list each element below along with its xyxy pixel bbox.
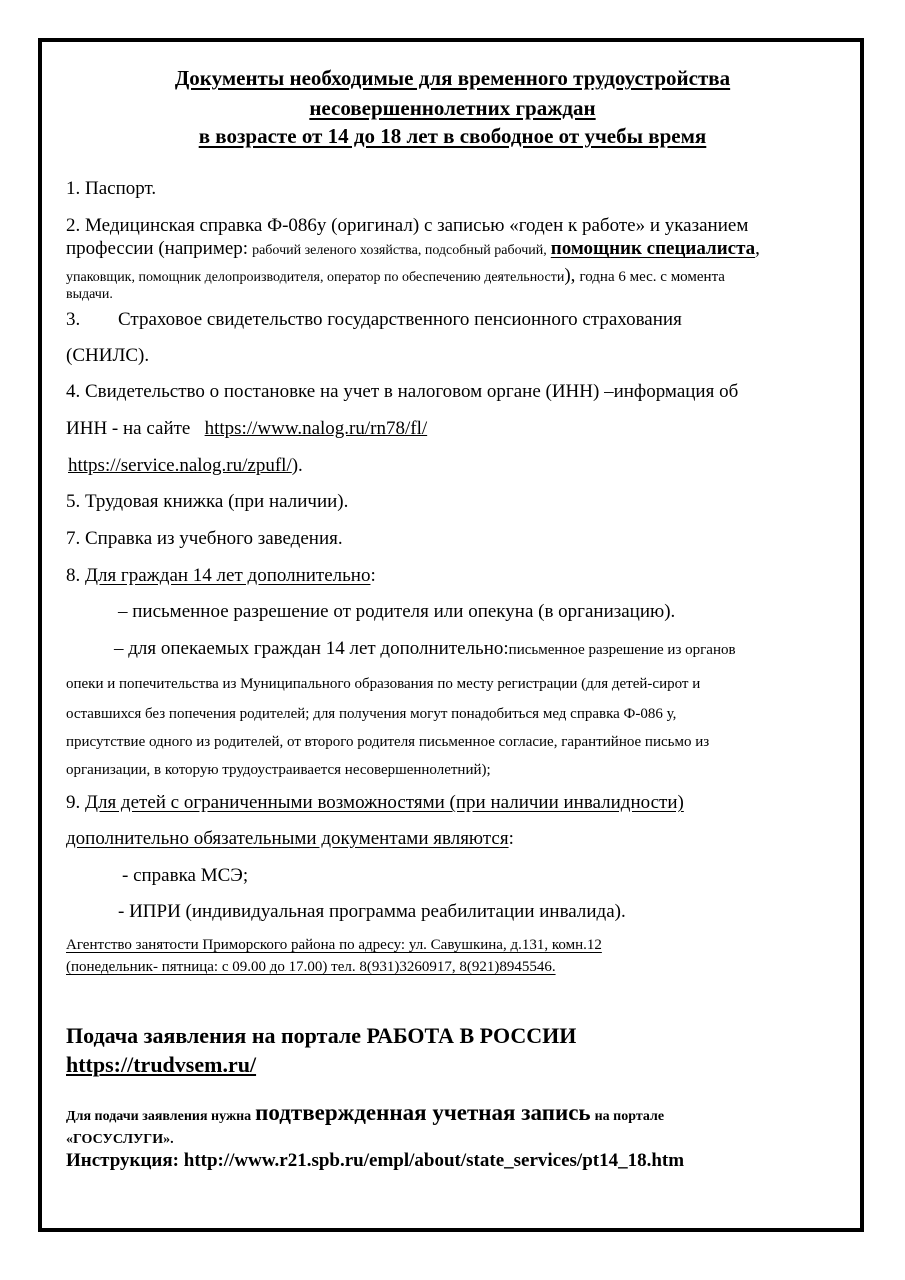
age14-colon: : bbox=[370, 565, 376, 586]
med-validity: годна 6 мес. с момента bbox=[579, 269, 725, 285]
item-med-line-4: выдачи. bbox=[66, 287, 113, 302]
item-workbook: 5. Трудовая книжка (при наличии). bbox=[66, 491, 349, 512]
item-disab-line-2 bbox=[66, 828, 514, 850]
age14-ward-line-5: организации, в которую трудоустраивается несовершеннолетний); bbox=[66, 762, 491, 778]
item-snils-text: Страховое свидетельство государственного пенсионного страхования bbox=[118, 309, 682, 330]
item-inn-line-1: 4. Свидетельство о постановке на учет в налоговом органе (ИНН) –информация об bbox=[66, 381, 739, 402]
portal-link-line bbox=[66, 1052, 256, 1078]
portal-note-line-2: «ГОСУСЛУГИ». bbox=[66, 1132, 174, 1147]
instruction-link[interactable]: http://www.r21.spb.ru/empl/about/state_services/pt14_18.htm bbox=[183, 1150, 685, 1171]
note-highlight: подтвержденная учетная запись bbox=[255, 1100, 591, 1125]
item-passport: 1. Паспорт. bbox=[66, 178, 157, 199]
med-highlight: помощник специалиста bbox=[550, 238, 756, 259]
item-age14-ward bbox=[114, 638, 736, 660]
title-line-1: Документы необходимые для временного трудоустройства bbox=[174, 66, 731, 90]
item-disab-ipri: - ИПРИ (индивидуальная программа реабилитации инвалида). bbox=[118, 901, 626, 922]
age14-ward-line-4: присутствие одного из родителей, от второго родителя письменное согласие, гарантийное письмо из bbox=[66, 734, 710, 750]
inn-prefix: ИНН - на сайте bbox=[66, 418, 191, 439]
item-snils-abbr: (СНИЛС). bbox=[66, 345, 150, 366]
age14-title: Для граждан 14 лет дополнительно bbox=[85, 565, 371, 586]
instruction-label: Инструкция: bbox=[66, 1150, 179, 1171]
item-age14-parent: – письменное разрешение от родителя или опекуна (в организацию). bbox=[118, 601, 676, 622]
portal-heading: Подача заявления на портале РАБОТА В РОССИИ bbox=[66, 1023, 577, 1048]
age14-ward-small-1: письменное разрешение из органов bbox=[508, 642, 736, 658]
inn-suffix: ). bbox=[291, 455, 303, 476]
item-disab-mse: - справка МСЭ; bbox=[122, 865, 249, 886]
med-comma: , bbox=[755, 238, 760, 259]
age14-ward-line-3: оставшихся без попечения родителей; для получения могут понадобиться мед справка Ф-086 у, bbox=[66, 706, 677, 722]
note-prefix: Для подачи заявления нужна bbox=[66, 1109, 252, 1124]
age14-ward-line-2: опеки и попечительства из Муниципального образования по месту регистрации (для детей-сирот и bbox=[66, 676, 701, 692]
item-inn-line-3 bbox=[68, 455, 303, 477]
item-age14-heading bbox=[66, 565, 376, 587]
med-professions-2: упаковщик, помощник делопроизводителя, оператор по обеспечению деятельности bbox=[66, 270, 565, 285]
title-line-3: в возрасте от 14 до 18 лет в свободное от учебы время bbox=[198, 124, 707, 148]
service-nalog-link[interactable]: https://service.nalog.ru/zpufl/ bbox=[68, 455, 292, 476]
instruction-line bbox=[66, 1150, 684, 1172]
disab-number: 9. bbox=[66, 792, 81, 813]
nalog-link[interactable]: https://www.nalog.ru/rn78/fl/ bbox=[204, 418, 428, 439]
item-med-line-1: 2. Медицинская справка Ф-086у (оригинал) с записью «годен к работе» и указанием bbox=[66, 215, 749, 236]
agency-address: Агентство занятости Приморского района по адресу: ул. Савушкина, д.131, комн.12 bbox=[66, 937, 602, 953]
age14-number: 8. bbox=[66, 565, 81, 586]
disab-title-1: Для детей с ограниченными возможностями (при наличии инвалидности) bbox=[85, 792, 684, 813]
disab-title-2: дополнительно обязательными документами являются bbox=[66, 828, 509, 849]
item-med-line-2 bbox=[66, 238, 760, 260]
agency-hours-phones: (понедельник- пятница: с 09.00 до 17.00) тел. 8(931)3260917, 8(921)8945546. bbox=[66, 959, 556, 975]
med-professions-1: рабочий зеленого хозяйства, подсобный рабочий, bbox=[252, 243, 547, 258]
med-text: профессии (например: bbox=[66, 238, 249, 259]
item-inn-line-2 bbox=[66, 418, 427, 440]
trudvsem-link[interactable]: https://trudvsem.ru/ bbox=[66, 1052, 257, 1077]
item-med-line-3 bbox=[66, 265, 725, 287]
med-paren: ), bbox=[564, 265, 576, 286]
title-line-2: несовершеннолетних граждан bbox=[309, 96, 596, 120]
note-suffix: на портале bbox=[594, 1109, 665, 1124]
portal-note-line-1 bbox=[66, 1100, 664, 1126]
item-disab-line-1 bbox=[66, 792, 684, 814]
age14-ward-text: – для опекаемых граждан 14 лет дополнительно: bbox=[114, 638, 509, 659]
item-snils-number: 3. bbox=[66, 309, 81, 330]
item-school: 7. Справка из учебного заведения. bbox=[66, 528, 343, 549]
disab-colon: : bbox=[508, 828, 514, 849]
